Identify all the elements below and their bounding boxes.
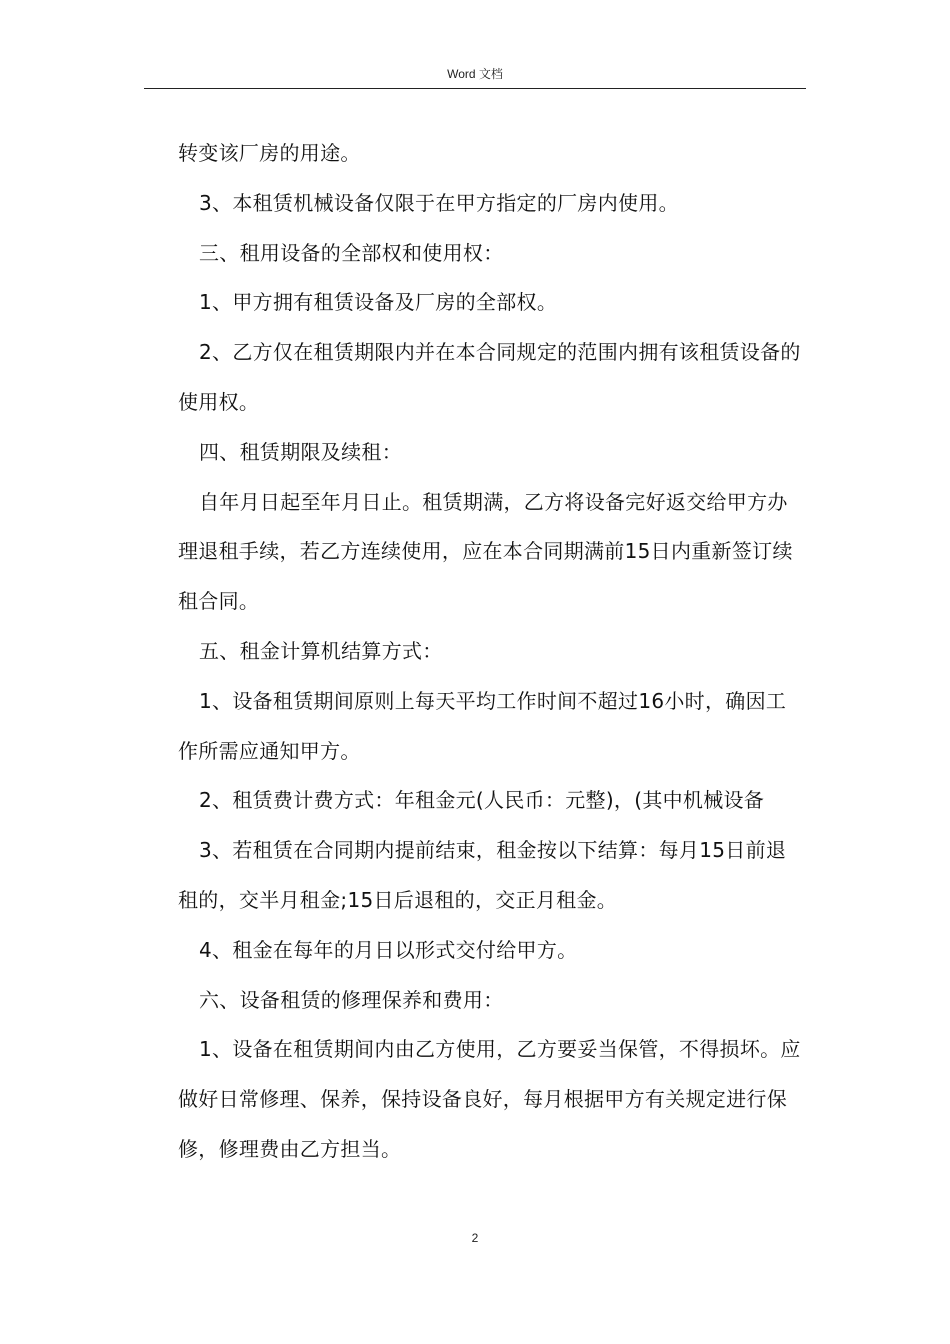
paragraph-11: 3、若租赁在合同期内提前结束，租金按以下结算：每月15日前退租的，交半月租金;15日后退租的，交正月租金。 [178, 838, 787, 912]
page-number: 2 [471, 1231, 479, 1245]
paragraph-1: 转变该厂房的用途。 [178, 141, 361, 165]
page-header: Word 文档 [447, 67, 503, 81]
paragraph-14: 1、设备在租赁期间内由乙方使用，乙方要妥当保管，不得损坏。应做好日常修理、保养，保持设备良好，每月根据甲方有关规定进行保修，修理费由乙方担当。 [178, 1037, 801, 1161]
paragraph-2: 3、本租赁机械设备仅限于在甲方指定的厂房内使用。 [199, 190, 679, 215]
section-heading-5: 五、租金计算机结算方式： [199, 638, 443, 663]
section-heading-6: 六、设备租赁的修理保养和费用： [199, 987, 504, 1012]
paragraph-4: 1、甲方拥有租赁设备及厂房的全部权。 [199, 290, 558, 315]
paragraph-12: 4、租金在每年的月日以形式交付给甲方。 [199, 937, 578, 962]
section-heading-4: 四、租赁期限及续租： [199, 439, 402, 464]
paragraph-7: 自年月日起至年月日止。租赁期满，乙方将设备完好返交给甲方办理退租手续，若乙方连续使用，应在本合同期满前15日内重新签订续租合同。 [178, 489, 793, 614]
document-body [178, 129, 806, 1175]
section-heading-3: 三、租用设备的全部权和使用权： [199, 240, 504, 265]
header-divider [144, 88, 806, 89]
paragraph-9: 1、设备租赁期间原则上每天平均工作时间不超过16小时，确因工作所需应通知甲方。 [178, 688, 787, 763]
paragraph-5: 2、乙方仅在租赁期限内并在本合同规定的范围内拥有该租赁设备的使用权。 [178, 340, 801, 414]
paragraph-10: 2、租赁费计费方式：年租金元(人民币：元整)，(其中机械设备 [199, 788, 765, 813]
